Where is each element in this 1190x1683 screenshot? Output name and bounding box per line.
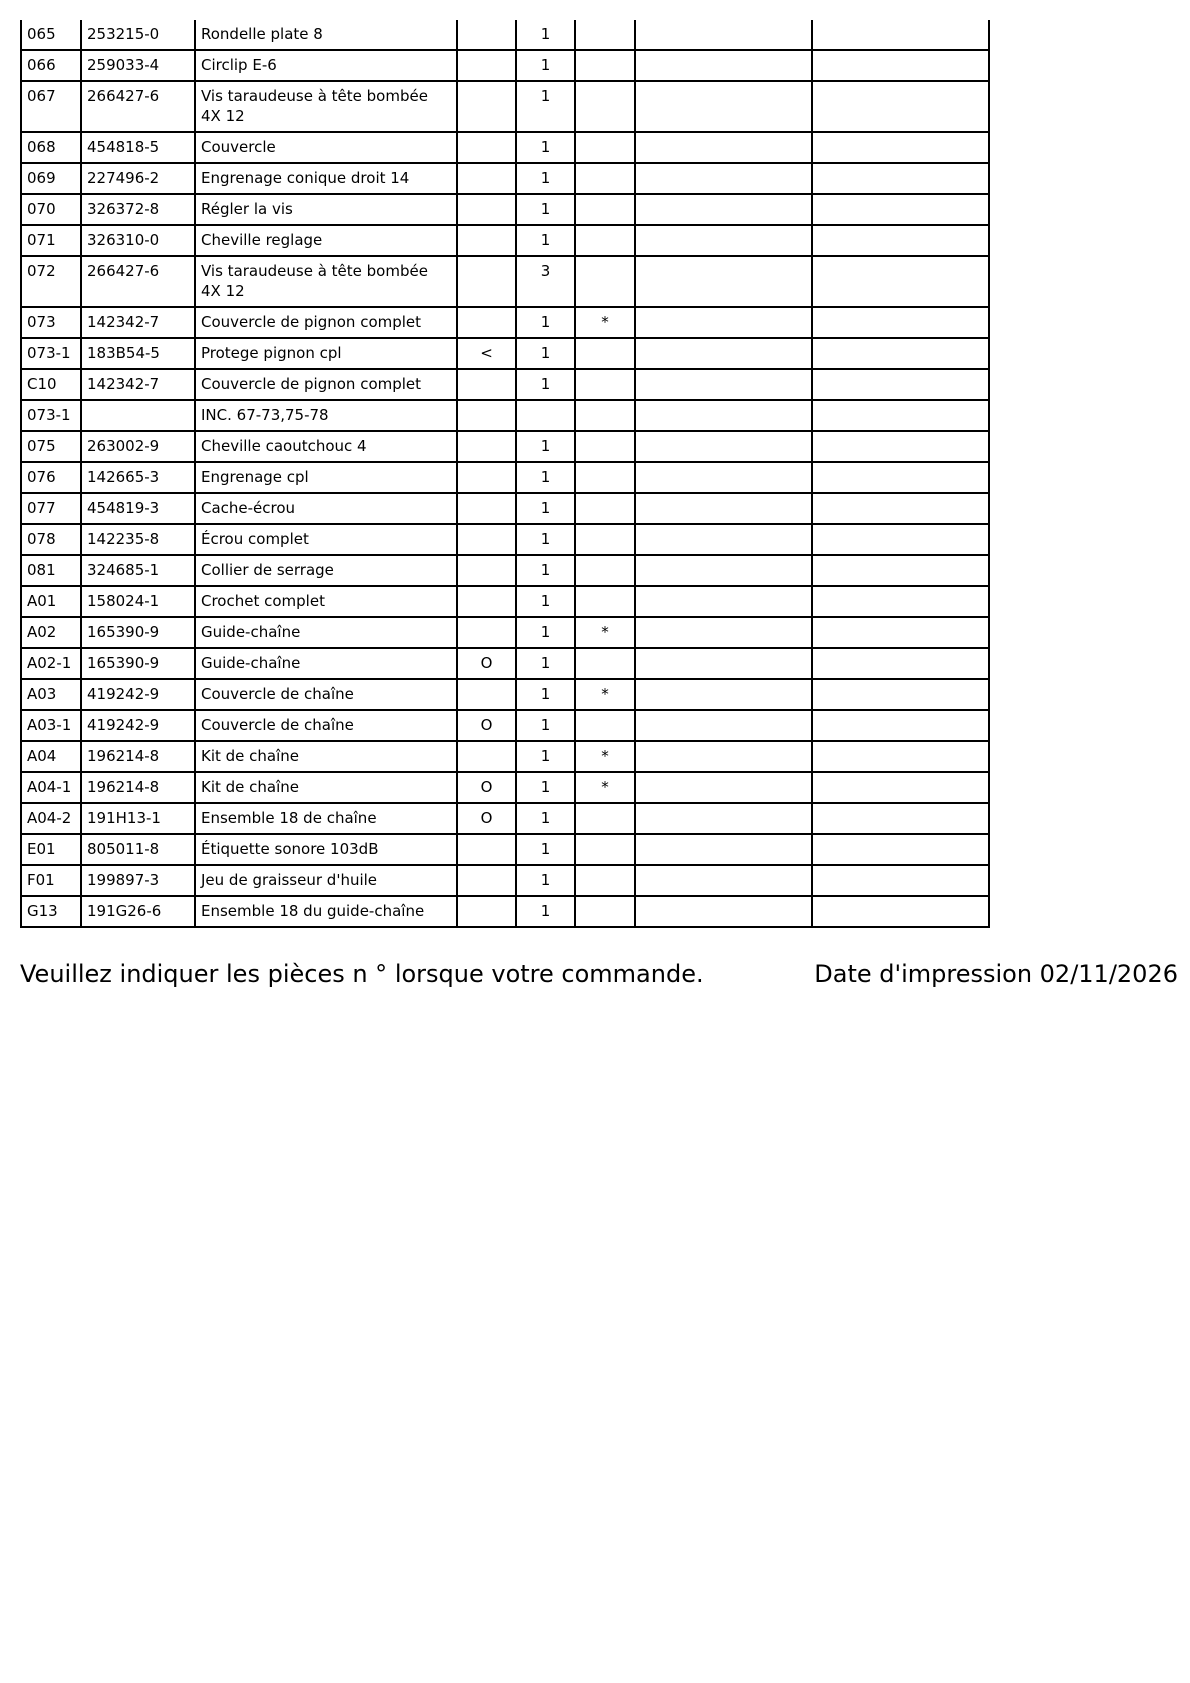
empty-cell xyxy=(812,803,989,834)
empty-cell xyxy=(635,81,812,132)
empty-cell xyxy=(812,493,989,524)
part-mark xyxy=(457,132,516,163)
item-number: 073-1 xyxy=(21,338,81,369)
part-mark xyxy=(457,50,516,81)
part-quantity: 1 xyxy=(516,679,575,710)
empty-cell xyxy=(812,81,989,132)
part-mark xyxy=(457,741,516,772)
item-number: A02 xyxy=(21,617,81,648)
empty-cell xyxy=(635,256,812,307)
part-note xyxy=(575,338,635,369)
part-description: Écrou complet xyxy=(195,524,457,555)
part-quantity: 1 xyxy=(516,493,575,524)
part-quantity xyxy=(516,400,575,431)
part-number: 158024-1 xyxy=(81,586,195,617)
part-mark xyxy=(457,194,516,225)
part-description: Cheville caoutchouc 4 xyxy=(195,431,457,462)
part-note: * xyxy=(575,617,635,648)
part-number: 142342-7 xyxy=(81,307,195,338)
empty-cell xyxy=(635,431,812,462)
empty-cell xyxy=(635,834,812,865)
table-row xyxy=(21,225,989,256)
part-mark xyxy=(457,307,516,338)
part-number: 326372-8 xyxy=(81,194,195,225)
table-row xyxy=(21,679,989,710)
table-row xyxy=(21,369,989,400)
table-row xyxy=(21,896,989,927)
part-number: 191G26-6 xyxy=(81,896,195,927)
part-number: 199897-3 xyxy=(81,865,195,896)
part-mark xyxy=(457,493,516,524)
empty-cell xyxy=(812,225,989,256)
empty-cell xyxy=(812,524,989,555)
empty-cell xyxy=(635,741,812,772)
table-row xyxy=(21,834,989,865)
empty-cell xyxy=(812,834,989,865)
part-mark: < xyxy=(457,338,516,369)
empty-cell xyxy=(812,865,989,896)
item-number: A03 xyxy=(21,679,81,710)
part-description: Kit de chaîne xyxy=(195,772,457,803)
part-number: 454819-3 xyxy=(81,493,195,524)
empty-cell xyxy=(635,710,812,741)
part-note: * xyxy=(575,772,635,803)
part-mark xyxy=(457,256,516,307)
item-number: 081 xyxy=(21,555,81,586)
table-row xyxy=(21,20,989,50)
item-number: 067 xyxy=(21,81,81,132)
part-quantity: 3 xyxy=(516,256,575,307)
part-quantity: 1 xyxy=(516,81,575,132)
part-mark xyxy=(457,524,516,555)
empty-cell xyxy=(812,710,989,741)
table-row xyxy=(21,524,989,555)
empty-cell xyxy=(635,20,812,50)
part-description: Étiquette sonore 103dB xyxy=(195,834,457,865)
empty-cell xyxy=(812,50,989,81)
item-number: F01 xyxy=(21,865,81,896)
part-description: Circlip E-6 xyxy=(195,50,457,81)
part-description: INC. 67-73,75-78 xyxy=(195,400,457,431)
part-note: * xyxy=(575,741,635,772)
empty-cell xyxy=(635,307,812,338)
part-number: 419242-9 xyxy=(81,710,195,741)
empty-cell xyxy=(812,741,989,772)
item-number: 077 xyxy=(21,493,81,524)
part-quantity: 1 xyxy=(516,524,575,555)
part-number: 165390-9 xyxy=(81,648,195,679)
part-note xyxy=(575,555,635,586)
part-quantity: 1 xyxy=(516,803,575,834)
item-number: 065 xyxy=(21,20,81,50)
table-row xyxy=(21,493,989,524)
table-row xyxy=(21,50,989,81)
part-mark xyxy=(457,896,516,927)
empty-cell xyxy=(812,772,989,803)
empty-cell xyxy=(635,617,812,648)
part-note xyxy=(575,163,635,194)
part-quantity: 1 xyxy=(516,741,575,772)
parts-table-body xyxy=(21,20,989,927)
empty-cell xyxy=(812,896,989,927)
empty-cell xyxy=(635,132,812,163)
part-mark xyxy=(457,81,516,132)
part-quantity: 1 xyxy=(516,431,575,462)
part-description: Engrenage conique droit 14 xyxy=(195,163,457,194)
part-mark xyxy=(457,865,516,896)
part-description: Rondelle plate 8 xyxy=(195,20,457,50)
part-note xyxy=(575,648,635,679)
empty-cell xyxy=(635,679,812,710)
part-quantity: 1 xyxy=(516,865,575,896)
part-note xyxy=(575,524,635,555)
table-row xyxy=(21,555,989,586)
part-number: 196214-8 xyxy=(81,741,195,772)
part-number: 326310-0 xyxy=(81,225,195,256)
part-description: Vis taraudeuse à tête bombée 4X 12 xyxy=(195,81,457,132)
part-quantity: 1 xyxy=(516,50,575,81)
part-note xyxy=(575,225,635,256)
part-note xyxy=(575,586,635,617)
part-quantity: 1 xyxy=(516,617,575,648)
part-mark xyxy=(457,225,516,256)
empty-cell xyxy=(635,555,812,586)
empty-cell xyxy=(812,369,989,400)
empty-cell xyxy=(635,369,812,400)
empty-cell xyxy=(635,648,812,679)
item-number: 076 xyxy=(21,462,81,493)
part-mark xyxy=(457,400,516,431)
part-note xyxy=(575,865,635,896)
part-mark xyxy=(457,834,516,865)
part-note: * xyxy=(575,307,635,338)
part-description: Couvercle de chaîne xyxy=(195,710,457,741)
part-quantity: 1 xyxy=(516,225,575,256)
part-quantity: 1 xyxy=(516,20,575,50)
part-mark xyxy=(457,586,516,617)
part-number: 324685-1 xyxy=(81,555,195,586)
part-note xyxy=(575,256,635,307)
part-quantity: 1 xyxy=(516,462,575,493)
part-number: 142235-8 xyxy=(81,524,195,555)
parts-table xyxy=(20,20,990,928)
item-number: 068 xyxy=(21,132,81,163)
part-description: Cheville reglage xyxy=(195,225,457,256)
table-row xyxy=(21,81,989,132)
empty-cell xyxy=(812,648,989,679)
empty-cell xyxy=(635,896,812,927)
empty-cell xyxy=(812,307,989,338)
part-description: Collier de serrage xyxy=(195,555,457,586)
part-mark: O xyxy=(457,648,516,679)
part-number xyxy=(81,400,195,431)
item-number: A01 xyxy=(21,586,81,617)
part-mark xyxy=(457,617,516,648)
table-row xyxy=(21,741,989,772)
item-number: A04-1 xyxy=(21,772,81,803)
part-mark: O xyxy=(457,772,516,803)
part-note xyxy=(575,81,635,132)
part-note xyxy=(575,194,635,225)
part-number: 454818-5 xyxy=(81,132,195,163)
part-mark: O xyxy=(457,803,516,834)
part-number: 227496-2 xyxy=(81,163,195,194)
part-note xyxy=(575,50,635,81)
part-number: 805011-8 xyxy=(81,834,195,865)
part-number: 253215-0 xyxy=(81,20,195,50)
item-number: A02-1 xyxy=(21,648,81,679)
table-row xyxy=(21,338,989,369)
part-description: Couvercle de chaîne xyxy=(195,679,457,710)
item-number: A04 xyxy=(21,741,81,772)
part-quantity: 1 xyxy=(516,369,575,400)
part-description: Kit de chaîne xyxy=(195,741,457,772)
part-number: 266427-6 xyxy=(81,256,195,307)
part-note xyxy=(575,400,635,431)
item-number: 073 xyxy=(21,307,81,338)
table-row xyxy=(21,307,989,338)
part-note xyxy=(575,369,635,400)
part-description: Vis taraudeuse à tête bombée 4X 12 xyxy=(195,256,457,307)
part-mark: O xyxy=(457,710,516,741)
empty-cell xyxy=(812,132,989,163)
part-quantity: 1 xyxy=(516,555,575,586)
table-row xyxy=(21,132,989,163)
empty-cell xyxy=(812,679,989,710)
empty-cell xyxy=(812,431,989,462)
empty-cell xyxy=(635,524,812,555)
table-row xyxy=(21,865,989,896)
item-number: G13 xyxy=(21,896,81,927)
part-description: Régler la vis xyxy=(195,194,457,225)
table-row xyxy=(21,772,989,803)
part-quantity: 1 xyxy=(516,586,575,617)
part-description: Guide-chaîne xyxy=(195,648,457,679)
item-number: 069 xyxy=(21,163,81,194)
part-number: 165390-9 xyxy=(81,617,195,648)
empty-cell xyxy=(812,586,989,617)
part-note xyxy=(575,493,635,524)
part-quantity: 1 xyxy=(516,772,575,803)
empty-cell xyxy=(812,462,989,493)
item-number: 071 xyxy=(21,225,81,256)
empty-cell xyxy=(812,617,989,648)
part-mark xyxy=(457,431,516,462)
part-mark xyxy=(457,679,516,710)
print-date: Date d'impression 02/11/2026 xyxy=(814,960,1178,988)
part-mark xyxy=(457,555,516,586)
empty-cell xyxy=(635,462,812,493)
empty-cell xyxy=(635,586,812,617)
empty-cell xyxy=(635,194,812,225)
part-note xyxy=(575,710,635,741)
item-number: 073-1 xyxy=(21,400,81,431)
part-quantity: 1 xyxy=(516,194,575,225)
part-description: Jeu de graisseur d'huile xyxy=(195,865,457,896)
empty-cell xyxy=(812,20,989,50)
part-description: Couvercle xyxy=(195,132,457,163)
part-note xyxy=(575,803,635,834)
part-quantity: 1 xyxy=(516,834,575,865)
part-quantity: 1 xyxy=(516,307,575,338)
item-number: E01 xyxy=(21,834,81,865)
part-description: Couvercle de pignon complet xyxy=(195,307,457,338)
empty-cell xyxy=(812,194,989,225)
part-description: Guide-chaîne xyxy=(195,617,457,648)
table-row xyxy=(21,256,989,307)
part-number: 191H13-1 xyxy=(81,803,195,834)
part-description: Couvercle de pignon complet xyxy=(195,369,457,400)
part-note xyxy=(575,20,635,50)
part-description: Protege pignon cpl xyxy=(195,338,457,369)
part-description: Ensemble 18 de chaîne xyxy=(195,803,457,834)
part-number: 142342-7 xyxy=(81,369,195,400)
empty-cell xyxy=(635,163,812,194)
item-number: 072 xyxy=(21,256,81,307)
table-row xyxy=(21,462,989,493)
empty-cell xyxy=(635,400,812,431)
table-row xyxy=(21,617,989,648)
item-number: A04-2 xyxy=(21,803,81,834)
empty-cell xyxy=(635,50,812,81)
part-quantity: 1 xyxy=(516,163,575,194)
table-row xyxy=(21,431,989,462)
empty-cell xyxy=(635,772,812,803)
part-quantity: 1 xyxy=(516,132,575,163)
table-row xyxy=(21,194,989,225)
order-note: Veuillez indiquer les pièces n ° lorsque votre commande. xyxy=(20,960,704,988)
item-number: 078 xyxy=(21,524,81,555)
part-mark xyxy=(457,462,516,493)
part-note xyxy=(575,132,635,163)
table-row xyxy=(21,803,989,834)
empty-cell xyxy=(635,493,812,524)
empty-cell xyxy=(635,225,812,256)
part-quantity: 1 xyxy=(516,648,575,679)
empty-cell xyxy=(812,163,989,194)
empty-cell xyxy=(635,803,812,834)
part-mark xyxy=(457,163,516,194)
item-number: A03-1 xyxy=(21,710,81,741)
part-note: * xyxy=(575,679,635,710)
part-number: 142665-3 xyxy=(81,462,195,493)
part-number: 266427-6 xyxy=(81,81,195,132)
part-description: Engrenage cpl xyxy=(195,462,457,493)
part-quantity: 1 xyxy=(516,896,575,927)
empty-cell xyxy=(635,865,812,896)
empty-cell xyxy=(812,555,989,586)
table-row xyxy=(21,648,989,679)
table-row xyxy=(21,586,989,617)
item-number: 066 xyxy=(21,50,81,81)
part-number: 263002-9 xyxy=(81,431,195,462)
part-number: 419242-9 xyxy=(81,679,195,710)
part-mark xyxy=(457,369,516,400)
part-description: Crochet complet xyxy=(195,586,457,617)
item-number: C10 xyxy=(21,369,81,400)
part-quantity: 1 xyxy=(516,338,575,369)
empty-cell xyxy=(812,256,989,307)
part-number: 196214-8 xyxy=(81,772,195,803)
table-row xyxy=(21,163,989,194)
part-quantity: 1 xyxy=(516,710,575,741)
empty-cell xyxy=(812,400,989,431)
table-row xyxy=(21,710,989,741)
part-description: Cache-écrou xyxy=(195,493,457,524)
part-number: 259033-4 xyxy=(81,50,195,81)
empty-cell xyxy=(635,338,812,369)
empty-cell xyxy=(812,338,989,369)
part-note xyxy=(575,834,635,865)
part-note xyxy=(575,462,635,493)
item-number: 070 xyxy=(21,194,81,225)
part-note xyxy=(575,431,635,462)
part-number: 183B54-5 xyxy=(81,338,195,369)
part-description: Ensemble 18 du guide-chaîne xyxy=(195,896,457,927)
item-number: 075 xyxy=(21,431,81,462)
table-row xyxy=(21,400,989,431)
part-mark xyxy=(457,20,516,50)
part-note xyxy=(575,896,635,927)
